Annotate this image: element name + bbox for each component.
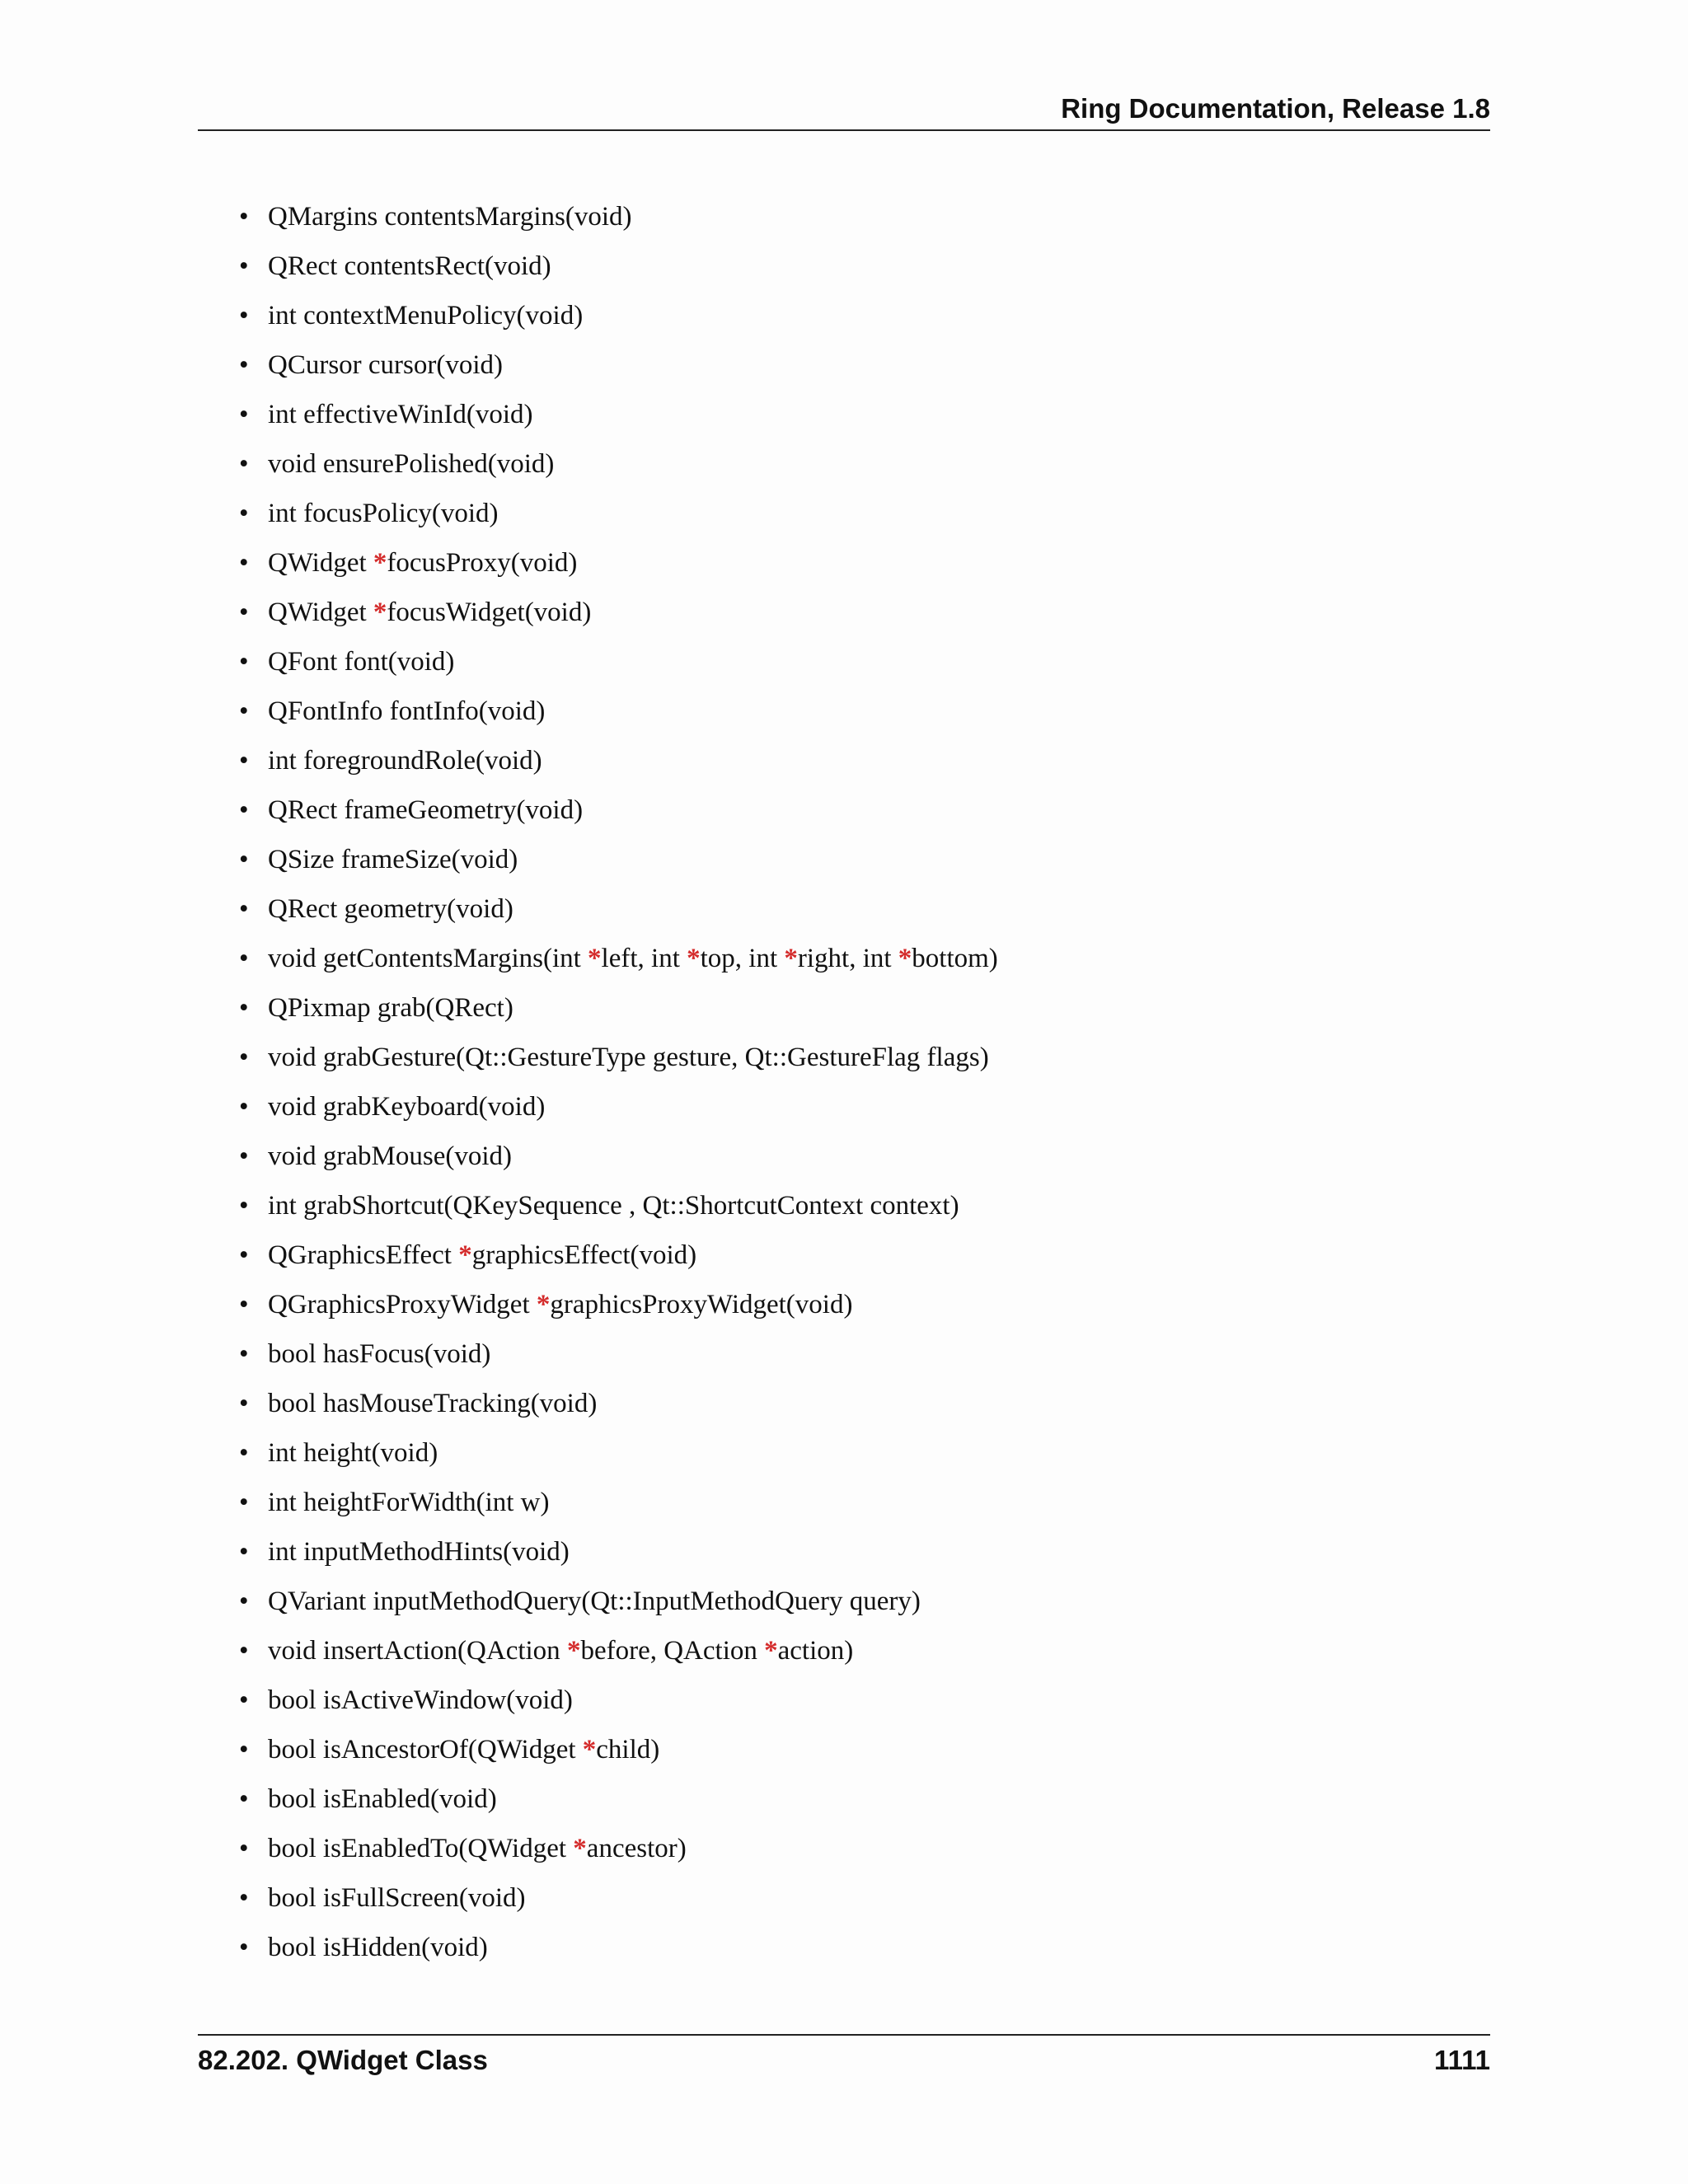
pointer-star: * bbox=[764, 1636, 778, 1666]
method-text: int heightForWidth(int w) bbox=[268, 1488, 550, 1517]
method-text: QWidget bbox=[268, 598, 373, 627]
pointer-star: * bbox=[898, 944, 912, 973]
method-item bbox=[239, 1629, 998, 1679]
method-text: void grabKeyboard(void) bbox=[268, 1092, 546, 1122]
method-item bbox=[239, 1530, 998, 1580]
method-item bbox=[239, 1926, 998, 1975]
method-item bbox=[239, 1827, 998, 1877]
method-text: before, QAction bbox=[580, 1636, 765, 1666]
method-item bbox=[239, 1135, 998, 1184]
method-text: QSize frameSize(void) bbox=[268, 845, 518, 874]
method-item bbox=[239, 294, 998, 344]
method-text: ancestor) bbox=[586, 1834, 687, 1863]
method-text: QVariant inputMethodQuery(Qt::InputMethodQuery query) bbox=[268, 1586, 921, 1616]
method-text: bool isHidden(void) bbox=[268, 1933, 488, 1962]
method-item bbox=[239, 344, 998, 393]
method-item bbox=[239, 1877, 998, 1926]
method-text: graphicsProxyWidget(void) bbox=[550, 1290, 853, 1319]
method-item bbox=[239, 1283, 998, 1333]
method-item bbox=[239, 690, 998, 739]
method-item bbox=[239, 789, 998, 838]
method-item bbox=[239, 888, 998, 937]
method-item bbox=[239, 1481, 998, 1530]
method-text: bool hasFocus(void) bbox=[268, 1339, 491, 1369]
pointer-star: * bbox=[573, 1834, 587, 1863]
method-item bbox=[239, 1679, 998, 1728]
method-text: int foregroundRole(void) bbox=[268, 746, 542, 776]
header-rule bbox=[198, 129, 1490, 131]
pointer-star: * bbox=[784, 944, 798, 973]
method-item bbox=[239, 245, 998, 294]
pointer-star: * bbox=[687, 944, 701, 973]
method-text: void grabMouse(void) bbox=[268, 1141, 513, 1171]
method-text: bottom) bbox=[912, 944, 998, 973]
method-text: graphicsEffect(void) bbox=[471, 1240, 697, 1270]
method-item bbox=[239, 195, 998, 245]
method-text: void grabGesture(Qt::GestureType gesture, Qt::GestureFlag flags) bbox=[268, 1043, 989, 1072]
method-text: QRect contentsRect(void) bbox=[268, 251, 551, 281]
method-text: left, int bbox=[601, 944, 687, 973]
method-text: int effectiveWinId(void) bbox=[268, 400, 533, 429]
method-text: QRect geometry(void) bbox=[268, 894, 513, 924]
method-item bbox=[239, 987, 998, 1036]
method-item bbox=[239, 591, 998, 640]
method-item bbox=[239, 1234, 998, 1283]
pointer-star: * bbox=[373, 548, 387, 578]
method-item bbox=[239, 1184, 998, 1234]
page-number: 1111 bbox=[1434, 2045, 1490, 2075]
method-item bbox=[239, 393, 998, 443]
method-text: int grabShortcut(QKeySequence , Qt::ShortcutContext context) bbox=[268, 1191, 959, 1221]
method-text: child) bbox=[596, 1735, 660, 1765]
method-text: QGraphicsProxyWidget bbox=[268, 1290, 537, 1319]
method-text: bool isAncestorOf(QWidget bbox=[268, 1735, 583, 1765]
method-text: top, int bbox=[700, 944, 785, 973]
method-item bbox=[239, 1382, 998, 1432]
method-text: QCursor cursor(void) bbox=[268, 350, 504, 380]
method-text: void insertAction(QAction bbox=[268, 1636, 567, 1666]
footer-rule bbox=[198, 2034, 1490, 2036]
method-text: QGraphicsEffect bbox=[268, 1240, 459, 1270]
running-header: Ring Documentation, Release 1.8 bbox=[1061, 93, 1490, 124]
method-text: focusWidget(void) bbox=[387, 598, 592, 627]
method-item bbox=[239, 1036, 998, 1085]
method-item bbox=[239, 838, 998, 888]
method-text: int inputMethodHints(void) bbox=[268, 1537, 570, 1567]
pointer-star: * bbox=[373, 598, 387, 627]
method-text: void ensurePolished(void) bbox=[268, 449, 555, 479]
method-text: QRect frameGeometry(void) bbox=[268, 795, 584, 825]
method-item bbox=[239, 1728, 998, 1778]
method-item bbox=[239, 1333, 998, 1382]
running-footer bbox=[198, 2042, 1490, 2079]
method-item bbox=[239, 541, 998, 591]
method-item bbox=[239, 1432, 998, 1481]
method-item bbox=[239, 1778, 998, 1827]
method-text: bool hasMouseTracking(void) bbox=[268, 1389, 598, 1418]
method-text: QFontInfo fontInfo(void) bbox=[268, 696, 546, 726]
method-text: bool isActiveWindow(void) bbox=[268, 1685, 573, 1715]
method-item bbox=[239, 492, 998, 541]
method-text: QMargins contentsMargins(void) bbox=[268, 202, 632, 232]
method-text: void getContentsMargins(int bbox=[268, 944, 588, 973]
pointer-star: * bbox=[566, 1636, 581, 1666]
method-item bbox=[239, 937, 998, 987]
pointer-star: * bbox=[582, 1735, 597, 1765]
method-text: bool isFullScreen(void) bbox=[268, 1883, 526, 1913]
method-text: int height(void) bbox=[268, 1438, 438, 1468]
method-text: QWidget bbox=[268, 548, 373, 578]
method-item bbox=[239, 443, 998, 492]
method-text: QPixmap grab(QRect) bbox=[268, 993, 513, 1023]
method-text: action) bbox=[777, 1636, 854, 1666]
method-item bbox=[239, 1580, 998, 1629]
method-text: right, int bbox=[797, 944, 898, 973]
pointer-star: * bbox=[588, 944, 602, 973]
section-title: 82.202. QWidget Class bbox=[198, 2045, 488, 2075]
method-item bbox=[239, 739, 998, 789]
method-text: bool isEnabledTo(QWidget bbox=[268, 1834, 574, 1863]
method-text: QFont font(void) bbox=[268, 647, 455, 677]
method-text: focusProxy(void) bbox=[387, 548, 578, 578]
method-item bbox=[239, 640, 998, 690]
method-text: int contextMenuPolicy(void) bbox=[268, 301, 584, 330]
pointer-star: * bbox=[536, 1290, 551, 1319]
method-item bbox=[239, 1085, 998, 1135]
method-text: bool isEnabled(void) bbox=[268, 1784, 497, 1814]
pointer-star: * bbox=[458, 1240, 472, 1270]
method-list bbox=[239, 195, 998, 1975]
method-text: int focusPolicy(void) bbox=[268, 499, 499, 528]
